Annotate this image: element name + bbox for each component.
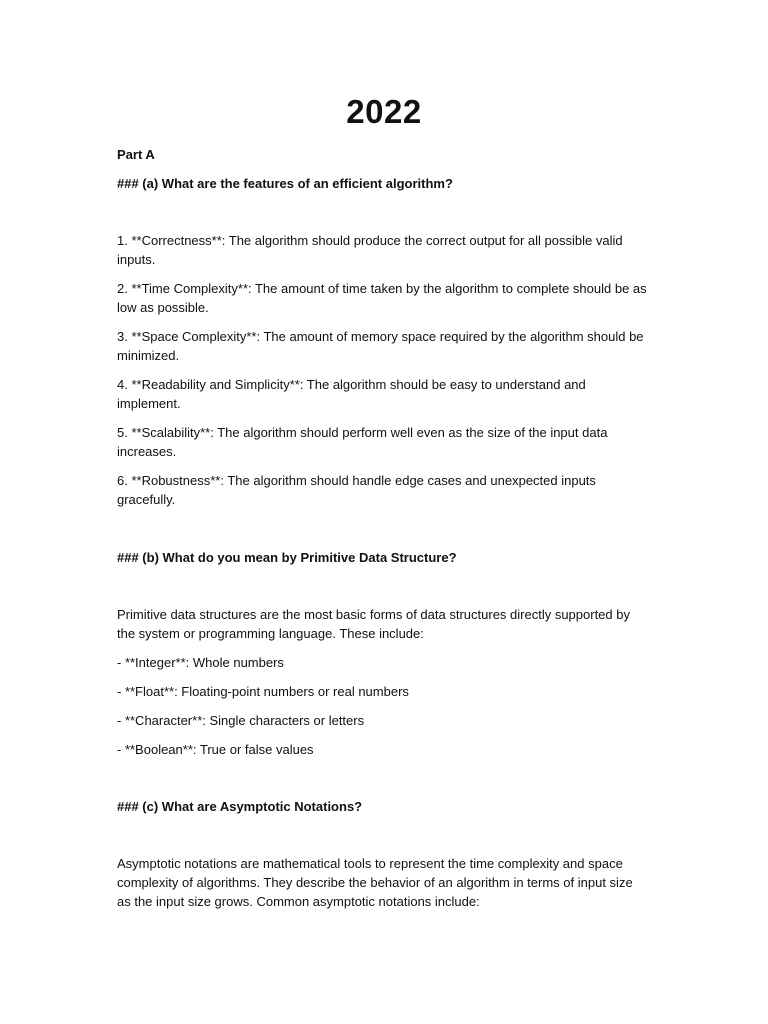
section-b-heading: ### (b) What do you mean by Primitive Data Structure? [117,550,457,565]
part-label: Part A [117,147,155,162]
section-c-intro: Asymptotic notations are mathematical tools to represent the time complexity and space complexity of algorithms. They describe the behavior of an algorithm in terms of input size as the input size grows. Common asymptotic notations include: [117,856,633,909]
section-c-heading: ### (c) What are Asymptotic Notations? [117,799,363,814]
section-a-heading: ### (a) What are the features of an efficient algorithm? [117,176,453,191]
section-a-item-1: 1. **Correctness**: The algorithm should produce the correct output for all possible valid inputs. [117,233,623,267]
section-a-item-5: 5. **Scalability**: The algorithm should perform well even as the size of the input data increases. [117,425,608,459]
section-a-item-3: 3. **Space Complexity**: The amount of memory space required by the algorithm should be minimized. [117,329,644,363]
document-body [117,145,647,911]
section-b-item-2: - **Float**: Floating-point numbers or real numbers [117,684,409,699]
section-a-item-6: 6. **Robustness**: The algorithm should handle edge cases and unexpected inputs gracefully. [117,473,596,507]
section-b-item-4: - **Boolean**: True or false values [117,742,314,757]
section-b-intro: Primitive data structures are the most basic forms of data structures directly supported by the system or programming language. These include: [117,607,630,641]
section-b-item-3: - **Character**: Single characters or letters [117,713,365,728]
section-b-item-1: - **Integer**: Whole numbers [117,655,284,670]
section-a-item-2: 2. **Time Complexity**: The amount of time taken by the algorithm to complete should be as low as possible. [117,281,647,315]
section-a-item-4: 4. **Readability and Simplicity**: The algorithm should be easy to understand and implement. [117,377,586,411]
document-title: 2022 [346,93,422,130]
